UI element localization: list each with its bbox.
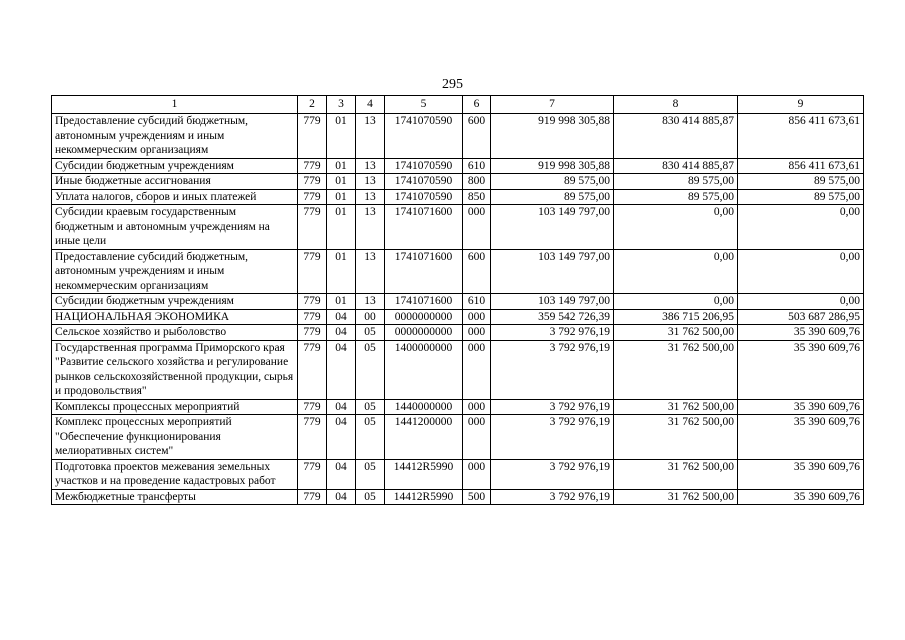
amount-column-9: 35 390 609,76 [738,415,864,460]
column-header: 8 [614,96,738,114]
admin-code: 779 [298,249,327,294]
admin-code: 779 [298,189,327,205]
table-row [52,459,864,489]
subsection-code: 00 [356,309,385,325]
amount-column-7: 103 149 797,00 [491,249,614,294]
amount-column-8: 386 715 206,95 [614,309,738,325]
subsection-code: 05 [356,459,385,489]
amount-column-8: 0,00 [614,294,738,310]
subsection-code: 05 [356,399,385,415]
amount-column-8: 830 414 885,87 [614,158,738,174]
column-header: 6 [463,96,491,114]
column-header: 7 [491,96,614,114]
expense-type-code: 000 [463,459,491,489]
amount-column-7: 89 575,00 [491,189,614,205]
amount-column-8: 0,00 [614,205,738,250]
section-code: 04 [327,309,356,325]
amount-column-7: 103 149 797,00 [491,205,614,250]
amount-column-7: 359 542 726,39 [491,309,614,325]
amount-column-9: 0,00 [738,294,864,310]
target-code: 1741070590 [385,114,463,159]
target-code: 0000000000 [385,325,463,341]
subsection-code: 13 [356,174,385,190]
admin-code: 779 [298,489,327,505]
column-header: 9 [738,96,864,114]
row-name: Предоставление субсидий бюджетным, автономным учреждениям и иным некоммерческим организациям [52,249,298,294]
expense-type-code: 000 [463,309,491,325]
amount-column-7: 89 575,00 [491,174,614,190]
amount-column-7: 3 792 976,19 [491,459,614,489]
subsection-code: 13 [356,249,385,294]
section-code: 01 [327,114,356,159]
subsection-code: 05 [356,340,385,399]
subsection-code: 13 [356,114,385,159]
amount-column-9: 0,00 [738,249,864,294]
table-row [52,415,864,460]
amount-column-8: 31 762 500,00 [614,340,738,399]
expense-type-code: 000 [463,340,491,399]
row-name: Комплексы процессных мероприятий [52,399,298,415]
target-code: 0000000000 [385,309,463,325]
expense-type-code: 610 [463,294,491,310]
amount-column-9: 35 390 609,76 [738,399,864,415]
section-code: 04 [327,489,356,505]
section-code: 01 [327,158,356,174]
amount-column-8: 31 762 500,00 [614,415,738,460]
section-code: 04 [327,325,356,341]
table-row [52,399,864,415]
expense-type-code: 800 [463,174,491,190]
amount-column-9: 856 411 673,61 [738,158,864,174]
row-name: Межбюджетные трансферты [52,489,298,505]
table-row [52,294,864,310]
row-name: Комплекс процессных мероприятий "Обеспечение функционирования мелиоративных систем" [52,415,298,460]
row-name: Субсидии краевым государственным бюджетным и автономным учреждениям на иные цели [52,205,298,250]
amount-column-8: 31 762 500,00 [614,459,738,489]
amount-column-9: 35 390 609,76 [738,489,864,505]
table-header-row [52,96,864,114]
expense-type-code: 000 [463,205,491,250]
admin-code: 779 [298,205,327,250]
table-row [52,114,864,159]
amount-column-7: 3 792 976,19 [491,325,614,341]
expense-type-code: 600 [463,114,491,159]
target-code: 1440000000 [385,399,463,415]
amount-column-8: 0,00 [614,249,738,294]
table-row [52,174,864,190]
row-name: Субсидии бюджетным учреждениям [52,158,298,174]
table-row [52,309,864,325]
expense-type-code: 000 [463,415,491,460]
row-name: Подготовка проектов межевания земельных участков и на проведение кадастровых работ [52,459,298,489]
admin-code: 779 [298,294,327,310]
table-row [52,340,864,399]
amount-column-9: 856 411 673,61 [738,114,864,159]
target-code: 1741071600 [385,205,463,250]
amount-column-9: 35 390 609,76 [738,459,864,489]
admin-code: 779 [298,174,327,190]
column-header: 2 [298,96,327,114]
section-code: 04 [327,415,356,460]
amount-column-9: 35 390 609,76 [738,325,864,341]
section-code: 01 [327,174,356,190]
amount-column-9: 503 687 286,95 [738,309,864,325]
subsection-code: 05 [356,325,385,341]
admin-code: 779 [298,415,327,460]
target-code: 1741070590 [385,158,463,174]
column-header: 1 [52,96,298,114]
subsection-code: 05 [356,489,385,505]
amount-column-8: 31 762 500,00 [614,489,738,505]
subsection-code: 05 [356,415,385,460]
row-name: Государственная программа Приморского края "Развитие сельского хозяйства и регулирование рынков сельскохозяйственной продукции, сырья и продовольствия" [52,340,298,399]
expense-type-code: 000 [463,399,491,415]
section-code: 04 [327,399,356,415]
table-row [52,189,864,205]
amount-column-7: 103 149 797,00 [491,294,614,310]
section-code: 01 [327,189,356,205]
section-code: 04 [327,459,356,489]
amount-column-9: 89 575,00 [738,174,864,190]
target-code: 1741070590 [385,174,463,190]
admin-code: 779 [298,459,327,489]
amount-column-9: 89 575,00 [738,189,864,205]
amount-column-7: 919 998 305,88 [491,158,614,174]
admin-code: 779 [298,325,327,341]
target-code: 1741071600 [385,294,463,310]
amount-column-8: 830 414 885,87 [614,114,738,159]
expense-type-code: 500 [463,489,491,505]
amount-column-8: 31 762 500,00 [614,325,738,341]
section-code: 01 [327,294,356,310]
target-code: 1400000000 [385,340,463,399]
target-code: 14412R5990 [385,459,463,489]
admin-code: 779 [298,399,327,415]
amount-column-8: 31 762 500,00 [614,399,738,415]
amount-column-8: 89 575,00 [614,189,738,205]
amount-column-7: 919 998 305,88 [491,114,614,159]
column-header: 4 [356,96,385,114]
row-name: Субсидии бюджетным учреждениям [52,294,298,310]
subsection-code: 13 [356,294,385,310]
amount-column-8: 89 575,00 [614,174,738,190]
amount-column-7: 3 792 976,19 [491,415,614,460]
target-code: 1441200000 [385,415,463,460]
table-row [52,249,864,294]
row-name: Уплата налогов, сборов и иных платежей [52,189,298,205]
column-header: 5 [385,96,463,114]
target-code: 1741071600 [385,249,463,294]
row-name: Предоставление субсидий бюджетным, автономным учреждениям и иным некоммерческим организациям [52,114,298,159]
table-row [52,158,864,174]
table-row [52,489,864,505]
table-row [52,325,864,341]
amount-column-7: 3 792 976,19 [491,489,614,505]
expense-type-code: 610 [463,158,491,174]
row-name: Иные бюджетные ассигнования [52,174,298,190]
table-row [52,205,864,250]
section-code: 04 [327,340,356,399]
amount-column-9: 0,00 [738,205,864,250]
expense-type-code: 000 [463,325,491,341]
expense-type-code: 600 [463,249,491,294]
amount-column-9: 35 390 609,76 [738,340,864,399]
target-code: 14412R5990 [385,489,463,505]
amount-column-7: 3 792 976,19 [491,399,614,415]
section-code: 01 [327,205,356,250]
page-number: 295 [442,77,463,92]
subsection-code: 13 [356,189,385,205]
column-header: 3 [327,96,356,114]
admin-code: 779 [298,309,327,325]
row-name: НАЦИОНАЛЬНАЯ ЭКОНОМИКА [52,309,298,325]
subsection-code: 13 [356,205,385,250]
subsection-code: 13 [356,158,385,174]
admin-code: 779 [298,158,327,174]
expense-type-code: 850 [463,189,491,205]
row-name: Сельское хозяйство и рыболовство [52,325,298,341]
section-code: 01 [327,249,356,294]
amount-column-7: 3 792 976,19 [491,340,614,399]
admin-code: 779 [298,340,327,399]
budget-table [51,95,864,505]
target-code: 1741070590 [385,189,463,205]
admin-code: 779 [298,114,327,159]
